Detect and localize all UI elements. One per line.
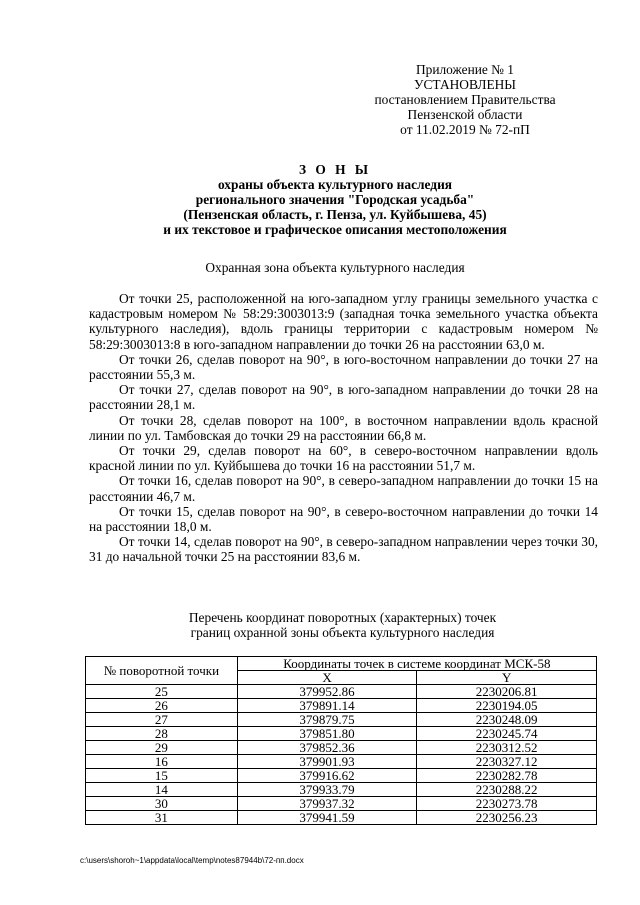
paragraph: От точки 14, сделав поворот на 90°, в северо-западном направлении через точки 30, 31 до начальной точки 25 на расстоянии 83,6 м. [89, 534, 598, 565]
point-cell: 15 [86, 769, 238, 783]
header-coordinates: Координаты точек в системе координат МСК-58 [237, 657, 596, 671]
x-cell: 379933.79 [237, 783, 417, 797]
approval-block [350, 62, 580, 137]
title-line-2: охраны объекта культурного наследия [217, 177, 453, 192]
x-cell: 379851.80 [237, 727, 417, 741]
approval-line-2: Пензенской области [407, 107, 523, 122]
list-title-line-2: границ охранной зоны объекта культурного наследия [190, 625, 495, 640]
header-x: X [237, 671, 417, 685]
point-cell: 26 [86, 699, 238, 713]
paragraph: От точки 26, сделав поворот на 90°, в юго-восточном направлении до точки 27 на расстоянии 55,3 м. [89, 351, 598, 383]
title-line-5: и их текстовое и графическое описания местоположения [163, 222, 507, 237]
x-cell: 379941.59 [237, 811, 417, 825]
y-cell: 2230273.78 [417, 797, 597, 811]
y-cell: 2230288.22 [417, 783, 597, 797]
approved-label: УСТАНОВЛЕНЫ [414, 77, 516, 92]
y-cell: 2230206.81 [417, 685, 597, 699]
table-row [86, 741, 597, 755]
table-row [86, 783, 597, 797]
y-cell: 2230248.09 [417, 713, 597, 727]
section-subtitle: Охранная зона объекта культурного наследия [205, 260, 465, 275]
table-row [86, 685, 597, 699]
y-cell: 2230282.78 [417, 769, 597, 783]
table-row [86, 797, 597, 811]
paragraph: От точки 15, сделав поворот на 90°, в северо-восточном направлении до точки 14 на расстоянии 18,0 м. [89, 503, 598, 535]
paragraph: От точки 27, сделав поворот на 90°, в юго-западном направлении до точки 28 на расстоянии 28,1 м. [89, 382, 598, 413]
y-cell: 2230256.23 [417, 811, 597, 825]
point-cell: 29 [86, 741, 238, 755]
y-cell: 2230245.74 [417, 727, 597, 741]
header-point-number: № поворотной точки [86, 657, 238, 685]
x-cell: 379952.86 [237, 685, 417, 699]
title-line-3: регионального значения "Городская усадьба" [195, 192, 475, 207]
point-cell: 27 [86, 713, 238, 727]
paragraph: От точки 16, сделав поворот на 90°, в северо-западном направлении до точки 15 на расстоянии 46,7 м. [89, 473, 598, 504]
x-cell: 379916.62 [237, 769, 417, 783]
point-cell: 14 [86, 783, 238, 797]
point-cell: 16 [86, 755, 238, 769]
table-row [86, 755, 597, 769]
x-cell: 379901.93 [237, 755, 417, 769]
point-cell: 30 [86, 797, 238, 811]
description-paragraphs [89, 291, 598, 565]
approval-line-1: постановлением Правительства [374, 92, 556, 107]
coordinates-list-title [90, 610, 595, 640]
document-title [90, 162, 580, 237]
y-cell: 2230312.52 [417, 741, 597, 755]
title-line-4: (Пензенская область, г. Пенза, ул. Куйбышева, 45) [183, 207, 487, 222]
header-y: Y [417, 671, 597, 685]
paragraph: От точки 25, расположенной на юго-западном углу границы земельного участка с кадастровым номером № 58:29:3003013:9 (западная точка земельного участка объекта культурного наследия), вдоль границы территории с кадастровым номером № 58:29:3003013:8 в юго-западном направлении до точки 26 на расстоянии 63,0 м. [89, 291, 598, 352]
x-cell: 379852.36 [237, 741, 417, 755]
table-row [86, 699, 597, 713]
table-row [86, 811, 597, 825]
x-cell: 379879.75 [237, 713, 417, 727]
point-cell: 31 [86, 811, 238, 825]
y-cell: 2230327.12 [417, 755, 597, 769]
title-line-1: З О Н Ы [298, 162, 372, 177]
table-row [86, 713, 597, 727]
point-cell: 28 [86, 727, 238, 741]
point-cell: 25 [86, 685, 238, 699]
y-cell: 2230194.05 [417, 699, 597, 713]
appendix-label: Приложение № 1 [415, 62, 515, 77]
list-title-line-1: Перечень координат поворотных (характерных) точек [188, 610, 497, 625]
coordinates-table [85, 656, 597, 825]
table-row [86, 769, 597, 783]
paragraph: От точки 29, сделав поворот на 60°, в северо-восточном направлении вдоль красной линии по ул. Куйбышева до точки 16 на расстоянии 51,7 м. [89, 443, 598, 474]
x-cell: 379937.32 [237, 797, 417, 811]
table-row [86, 727, 597, 741]
file-path-footer: c:\users\shoroh~1\appdata\local\temp\notes87944b\72-пп.docx [80, 856, 304, 865]
approval-line-3: от 11.02.2019 № 72-пП [400, 122, 530, 137]
x-cell: 379891.14 [237, 699, 417, 713]
paragraph: От точки 28, сделав поворот на 100°, в восточном направлении вдоль красной линии по ул. Тамбовская до точки 29 на расстоянии 66,8 м. [89, 412, 598, 443]
